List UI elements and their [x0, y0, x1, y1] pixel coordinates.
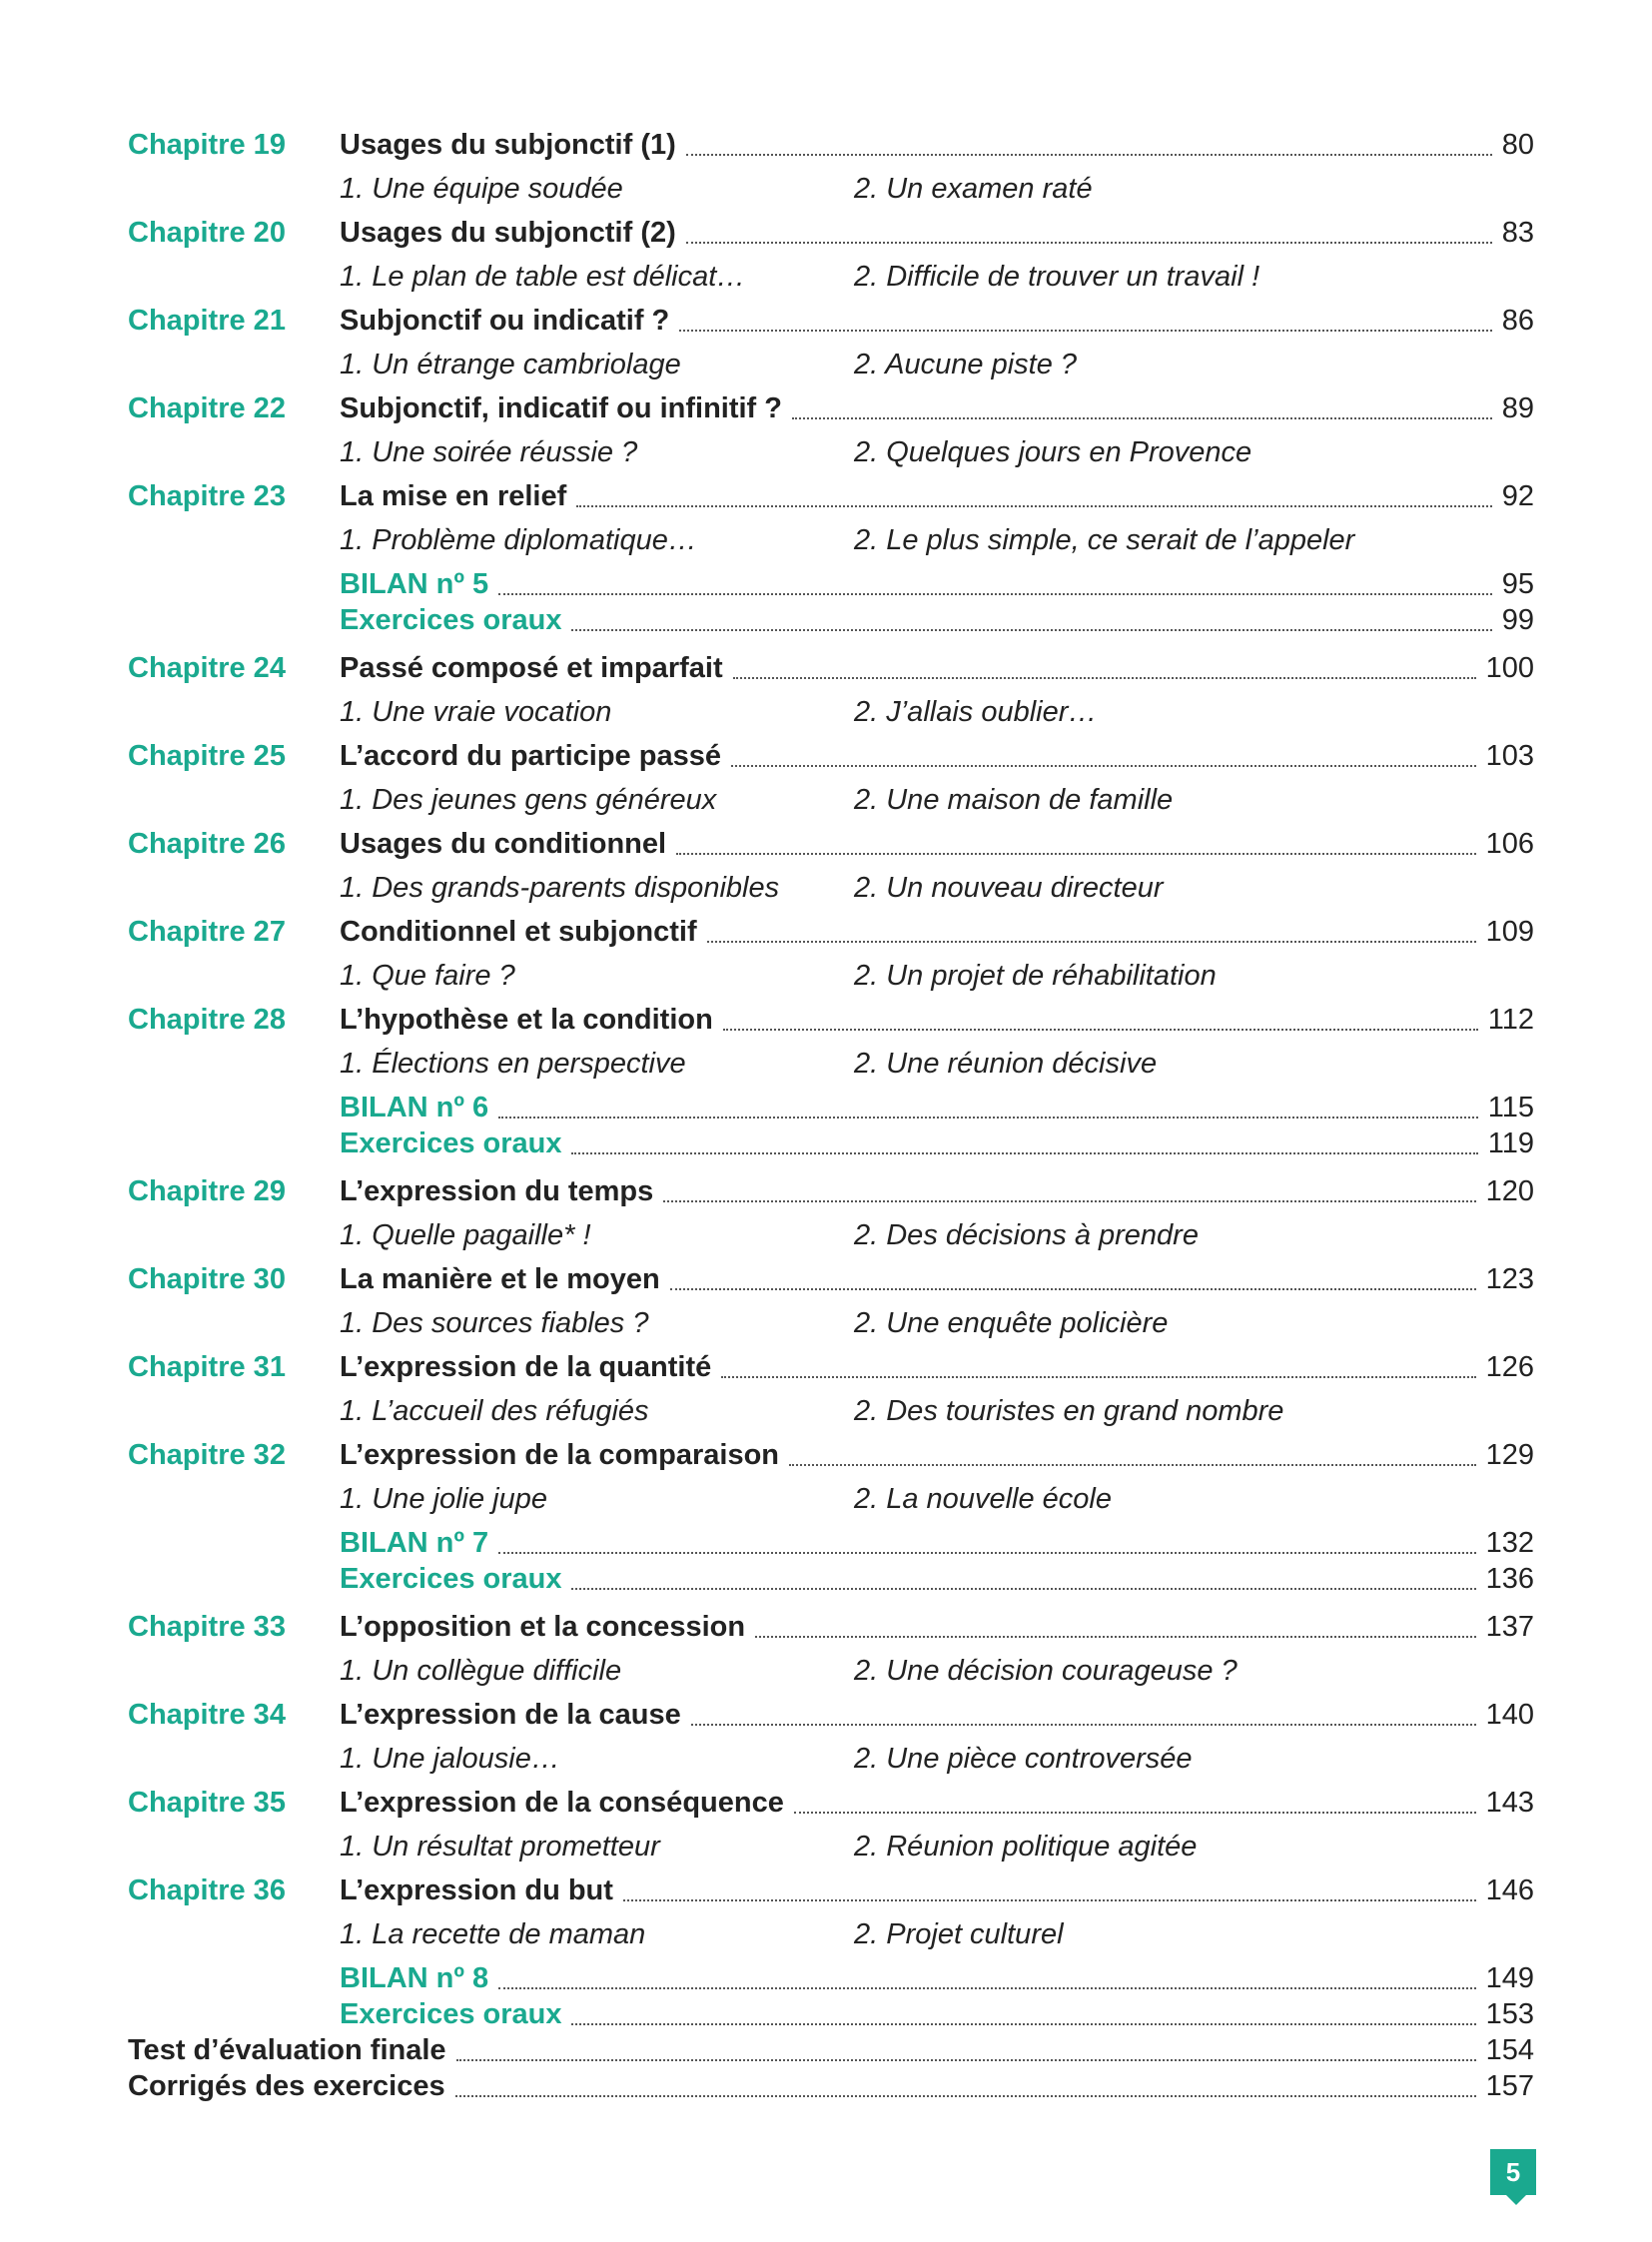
chapter-title: L’accord du participe passé [340, 740, 721, 772]
toc-entry[interactable] [340, 1872, 1534, 1908]
lesson-1: 1. Une soirée réussie ? [340, 436, 638, 468]
page-number: 120 [1485, 1175, 1534, 1207]
dot-leader [455, 2095, 1476, 2097]
lesson-1: 1. Un étrange cambriolage [340, 349, 681, 380]
lesson-2: 2. Une enquête policière [854, 1307, 1169, 1339]
page-number: 154 [1485, 2034, 1534, 2066]
lesson-1: 1. Un résultat prometteur [340, 1831, 660, 1863]
page-number: 86 [1501, 305, 1534, 337]
lesson-2: 2. Quelques jours en Provence [854, 436, 1252, 468]
dot-leader [789, 1464, 1476, 1466]
page-number: 149 [1485, 1962, 1534, 1994]
lesson-1: 1. La recette de maman [340, 1918, 646, 1950]
chapter-label: Chapitre 25 [128, 740, 286, 772]
toc-entry[interactable] [340, 478, 1534, 514]
toc-entry[interactable] [128, 2068, 1534, 2104]
toc-entry[interactable] [340, 1525, 1534, 1561]
dot-leader [686, 242, 1492, 244]
page-number: 126 [1485, 1351, 1534, 1383]
toc-entry[interactable] [340, 602, 1534, 638]
entry-title: BILAN nº 7 [340, 1527, 489, 1559]
toc-row-special [0, 1090, 1652, 1125]
page-number-badge: 5 [1490, 2149, 1536, 2195]
toc-entry[interactable] [340, 566, 1534, 602]
toc-row-chapter [0, 127, 1652, 207]
dot-leader [576, 505, 1491, 507]
page-number: 132 [1485, 1527, 1534, 1559]
chapter-title: L’opposition et la concession [340, 1611, 746, 1643]
page-number: 80 [1501, 129, 1534, 161]
entry-title: Test d’évaluation finale [128, 2034, 446, 2066]
lesson-1: 1. L’accueil des réfugiés [340, 1395, 649, 1427]
lesson-2: 2. J’allais oublier… [854, 696, 1098, 728]
toc-row-chapter [0, 1609, 1652, 1689]
page-number: 112 [1487, 1004, 1534, 1036]
toc-row-chapter [0, 914, 1652, 994]
lesson-1: 1. Des jeunes gens généreux [340, 784, 717, 816]
page-number: 99 [1501, 604, 1534, 636]
toc-entry[interactable] [340, 1437, 1534, 1473]
lesson-2: 2. Le plus simple, ce serait de l’appeler [854, 524, 1355, 556]
chapter-title: L’expression de la conséquence [340, 1787, 784, 1819]
toc-row-special [0, 1125, 1652, 1161]
chapter-label: Chapitre 33 [128, 1611, 286, 1643]
toc-row-special [0, 566, 1652, 602]
entry-title: Exercices oraux [340, 1127, 562, 1159]
chapter-label: Chapitre 32 [128, 1439, 286, 1471]
dot-leader [498, 1552, 1475, 1554]
chapter-title: L’expression du but [340, 1874, 613, 1906]
chapter-title: La mise en relief [340, 480, 567, 512]
dot-leader [456, 2059, 1476, 2061]
lesson-2: 2. Aucune piste ? [854, 349, 1078, 380]
dot-leader [571, 1152, 1477, 1154]
dot-leader [571, 1588, 1475, 1590]
lesson-2: 2. Un projet de réhabilitation [854, 960, 1217, 992]
dot-leader [571, 2023, 1475, 2025]
lesson-1: 1. Une vraie vocation [340, 696, 612, 728]
toc-entry[interactable] [340, 914, 1534, 950]
toc-row-chapter [0, 738, 1652, 818]
page-number: 146 [1485, 1874, 1534, 1906]
dot-leader [571, 629, 1491, 631]
page-number: 140 [1485, 1699, 1534, 1731]
dot-leader [663, 1200, 1475, 1202]
chapter-label: Chapitre 27 [128, 916, 286, 948]
toc-row-chapter [0, 1697, 1652, 1777]
lesson-1: 1. Que faire ? [340, 960, 515, 992]
dot-leader [733, 677, 1476, 679]
chapter-label: Chapitre 20 [128, 217, 286, 249]
toc-entry[interactable] [340, 1090, 1534, 1125]
toc-row-chapter [0, 478, 1652, 558]
page-number: 106 [1485, 828, 1534, 860]
page-number: 89 [1501, 392, 1534, 424]
dot-leader [498, 1987, 1475, 1989]
toc-row-chapter [0, 650, 1652, 730]
dot-leader [676, 853, 1476, 855]
lesson-2: 2. Un nouveau directeur [854, 872, 1164, 904]
entry-title: Corrigés des exercices [128, 2070, 445, 2102]
chapter-title: L’expression de la cause [340, 1699, 681, 1731]
toc-row-chapter [0, 1785, 1652, 1865]
toc-entry[interactable] [340, 1609, 1534, 1645]
page-number: 115 [1487, 1092, 1534, 1123]
page-number: 157 [1485, 2070, 1534, 2102]
lesson-1: 1. Un collègue difficile [340, 1655, 622, 1687]
toc-row-chapter [0, 215, 1652, 295]
page-number: 103 [1485, 740, 1534, 772]
chapter-label: Chapitre 19 [128, 129, 286, 161]
dot-leader [498, 1117, 1478, 1119]
toc-row-special [0, 1960, 1652, 1996]
dot-leader [691, 1724, 1476, 1726]
toc-row-chapter [0, 390, 1652, 470]
chapter-title: Subjonctif ou indicatif ? [340, 305, 670, 337]
page-number: 119 [1487, 1127, 1534, 1159]
dot-leader [686, 154, 1492, 156]
dot-leader [755, 1636, 1476, 1638]
lesson-2: 2. Une maison de famille [854, 784, 1174, 816]
toc-row-special [0, 602, 1652, 638]
toc-entry[interactable] [340, 1125, 1534, 1161]
toc-row-chapter [0, 1437, 1652, 1517]
chapter-label: Chapitre 23 [128, 480, 286, 512]
dot-leader [792, 417, 1492, 419]
toc-entry[interactable] [340, 215, 1534, 251]
lesson-1: 1. Élections en perspective [340, 1048, 686, 1080]
lesson-2: 2. Une réunion décisive [854, 1048, 1158, 1080]
dot-leader [794, 1812, 1476, 1814]
page-number: 92 [1501, 480, 1534, 512]
chapter-label: Chapitre 26 [128, 828, 286, 860]
lesson-2: 2. Difficile de trouver un travail ! [854, 261, 1260, 293]
toc-entry[interactable] [340, 1785, 1534, 1821]
dot-leader [723, 1029, 1478, 1031]
page-number: 143 [1485, 1787, 1534, 1819]
chapter-label: Chapitre 31 [128, 1351, 286, 1383]
dot-leader [670, 1288, 1476, 1290]
chapter-title: L’expression de la comparaison [340, 1439, 779, 1471]
page-number: 95 [1501, 568, 1534, 600]
toc-row-special [0, 1996, 1652, 2032]
toc-row-chapter [0, 1872, 1652, 1952]
chapter-label: Chapitre 24 [128, 652, 286, 684]
lesson-2: 2. Une décision courageuse ? [854, 1655, 1238, 1687]
chapter-label: Chapitre 34 [128, 1699, 286, 1731]
lesson-1: 1. Une jalousie… [340, 1743, 560, 1775]
toc-entry[interactable] [340, 1996, 1534, 2032]
toc-row-final [0, 2068, 1652, 2104]
page-number: 153 [1485, 1998, 1534, 2030]
toc-row-chapter [0, 1349, 1652, 1429]
toc-entry[interactable] [128, 2032, 1534, 2068]
lesson-1: 1. Des grands-parents disponibles [340, 872, 780, 904]
toc-row-special [0, 1561, 1652, 1597]
chapter-title: Usages du subjonctif (2) [340, 217, 676, 249]
lesson-2: 2. Des touristes en grand nombre [854, 1395, 1284, 1427]
chapter-title: La manière et le moyen [340, 1263, 660, 1295]
dot-leader [707, 941, 1476, 943]
chapter-label: Chapitre 35 [128, 1787, 286, 1819]
toc-row-final [0, 2032, 1652, 2068]
chapter-label: Chapitre 21 [128, 305, 286, 337]
dot-leader [498, 593, 1492, 595]
toc-row-chapter [0, 1173, 1652, 1253]
page-number: 129 [1485, 1439, 1534, 1471]
chapter-title: Usages du conditionnel [340, 828, 667, 860]
toc-entry[interactable] [340, 390, 1534, 426]
toc-entry[interactable] [340, 650, 1534, 686]
dot-leader [623, 1899, 1476, 1901]
toc-row-chapter [0, 303, 1652, 382]
chapter-title: L’hypothèse et la condition [340, 1004, 713, 1036]
lesson-2: 2. Une pièce controversée [854, 1743, 1193, 1775]
chapter-title: Subjonctif, indicatif ou infinitif ? [340, 392, 782, 424]
page-number: 100 [1485, 652, 1534, 684]
lesson-1: 1. Une équipe soudée [340, 173, 623, 205]
toc-entry[interactable] [340, 1173, 1534, 1209]
lesson-2: 2. Projet culturel [854, 1918, 1064, 1950]
toc-row-chapter [0, 1002, 1652, 1082]
lesson-2: 2. La nouvelle école [854, 1483, 1112, 1515]
chapter-title: Passé composé et imparfait [340, 652, 723, 684]
dot-leader [721, 1376, 1475, 1378]
entry-title: BILAN nº 6 [340, 1092, 489, 1123]
chapter-label: Chapitre 29 [128, 1175, 286, 1207]
lesson-2: 2. Réunion politique agitée [854, 1831, 1198, 1863]
toc-entry[interactable] [340, 826, 1534, 862]
lesson-1: 1. Des sources fiables ? [340, 1307, 649, 1339]
lesson-1: 1. Problème diplomatique… [340, 524, 697, 556]
chapter-label: Chapitre 28 [128, 1004, 286, 1036]
toc-entry[interactable] [340, 738, 1534, 774]
toc-entry[interactable] [340, 1960, 1534, 1996]
chapter-title: L’expression de la quantité [340, 1351, 712, 1383]
chapter-label: Chapitre 30 [128, 1263, 286, 1295]
toc-row-chapter [0, 826, 1652, 906]
page-number: 109 [1485, 916, 1534, 948]
toc-entry[interactable] [340, 1002, 1534, 1038]
dot-leader [731, 765, 1476, 767]
toc-entry[interactable] [340, 1349, 1534, 1385]
chapter-title: L’expression du temps [340, 1175, 654, 1207]
chapter-label: Chapitre 36 [128, 1874, 286, 1906]
lesson-1: 1. Une jolie jupe [340, 1483, 547, 1515]
toc-entry[interactable] [340, 1697, 1534, 1733]
chapter-title: Conditionnel et subjonctif [340, 916, 697, 948]
chapter-label: Chapitre 22 [128, 392, 286, 424]
dot-leader [679, 330, 1491, 332]
toc-entry[interactable] [340, 127, 1534, 163]
lesson-1: 1. Le plan de table est délicat… [340, 261, 746, 293]
entry-title: BILAN nº 8 [340, 1962, 489, 1994]
page-number: 137 [1485, 1611, 1534, 1643]
toc-entry[interactable] [340, 1261, 1534, 1297]
lesson-2: 2. Un examen raté [854, 173, 1093, 205]
entry-title: Exercices oraux [340, 1998, 562, 2030]
toc-entry[interactable] [340, 1561, 1534, 1597]
lesson-1: 1. Quelle pagaille* ! [340, 1219, 591, 1251]
lesson-2: 2. Des décisions à prendre [854, 1219, 1199, 1251]
page-number: 136 [1485, 1563, 1534, 1595]
page-number: 123 [1485, 1263, 1534, 1295]
entry-title: Exercices oraux [340, 604, 562, 636]
entry-title: Exercices oraux [340, 1563, 562, 1595]
entry-title: BILAN nº 5 [340, 568, 489, 600]
page-number: 83 [1501, 217, 1534, 249]
chapter-title: Usages du subjonctif (1) [340, 129, 676, 161]
toc-row-special [0, 1525, 1652, 1561]
toc-row-chapter [0, 1261, 1652, 1341]
toc-entry[interactable] [340, 303, 1534, 339]
